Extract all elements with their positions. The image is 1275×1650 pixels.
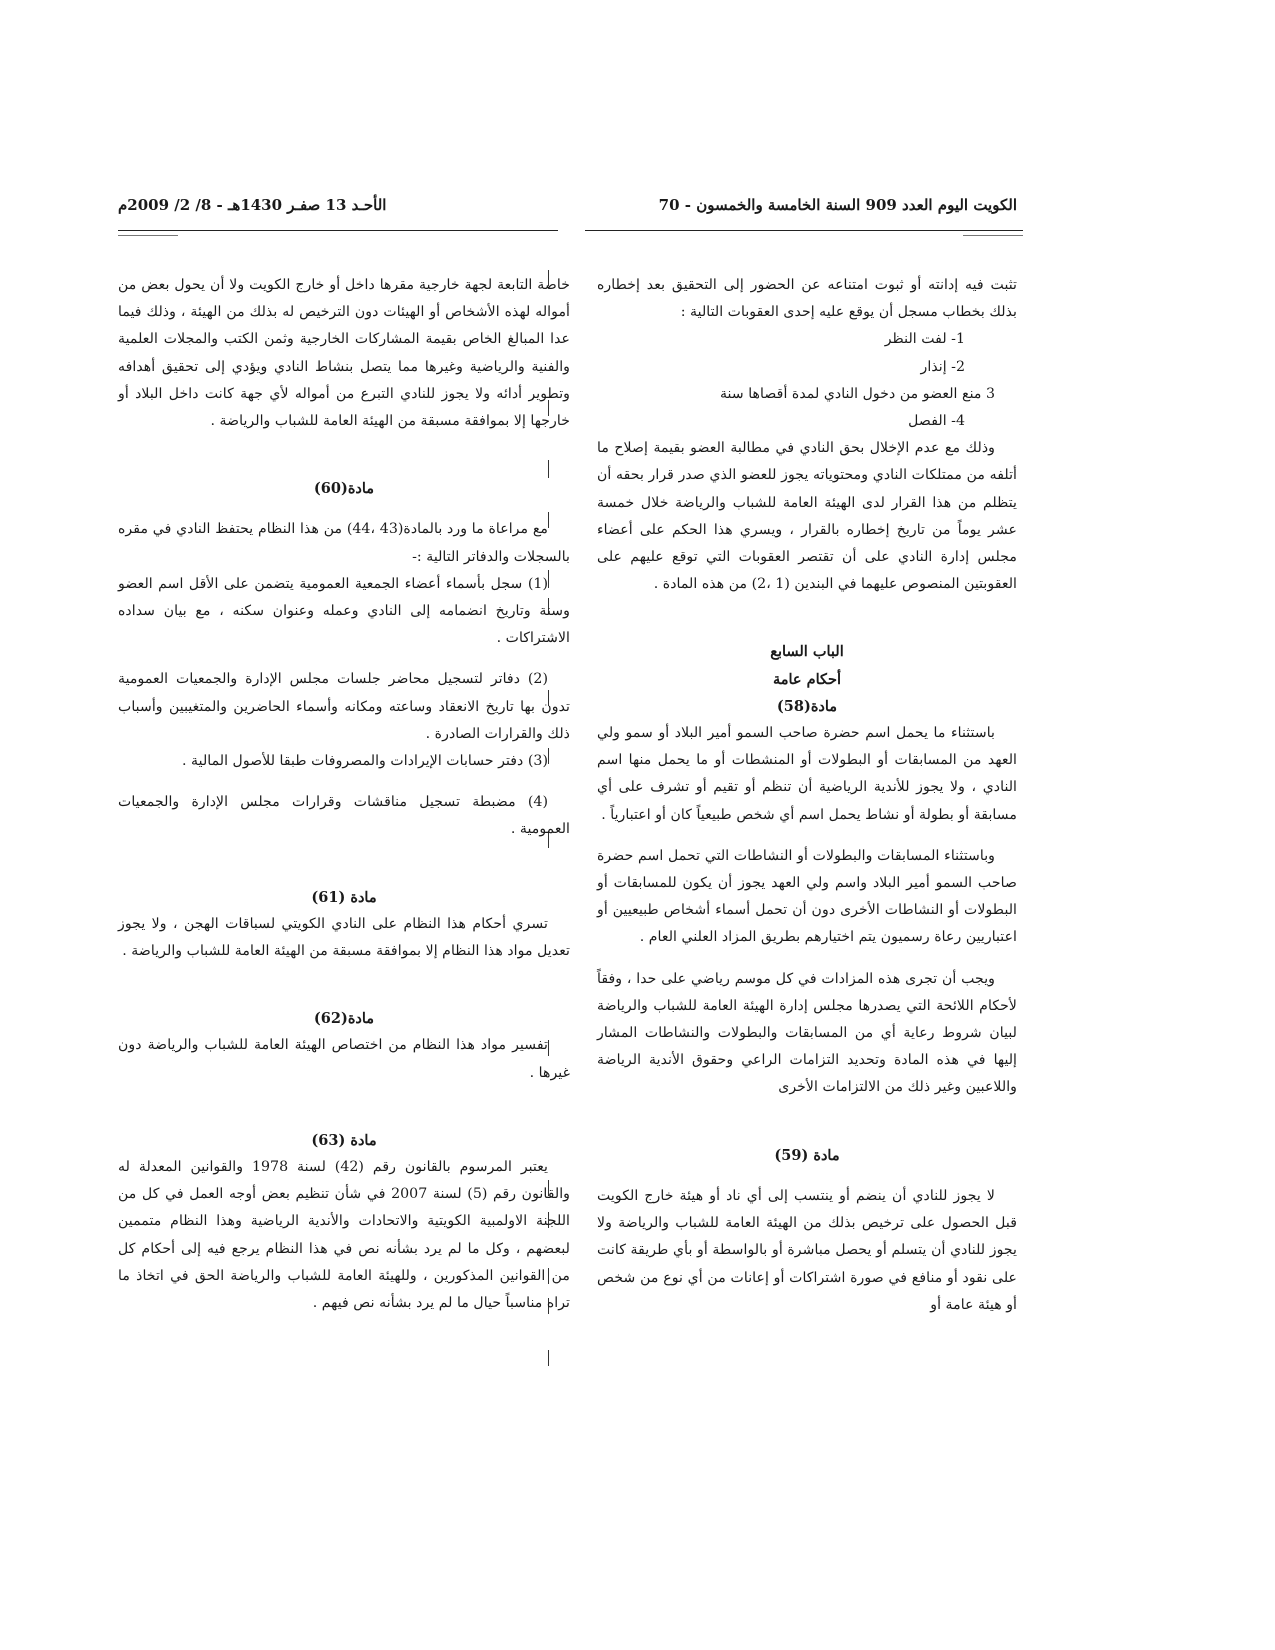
body-paragraph: وذلك مع عدم الإخلال بحق النادي في مطالبة العضو بقيمة إصلاح ما أتلفه من ممتلكات النادي ومحتوياته يجوز للعضو الذي صدر قرار بحقه أن يتظلم من هذا القرار لدى الهيئة العامة للشباب والرياضة خلال خمسة عشر يوماً من تاريخ إخطاره بالقرار ، ويسري هذا الحكم على أعضاء مجلس إدارة النادي على أن تقتصر العقوبات التي توقع عليهم على العقوبتين المنصوص عليهما في البندين (1 ،2) من هذه المادة . [597, 440, 1017, 593]
header-rule-right [585, 230, 1023, 231]
left-column [118, 272, 570, 1317]
body-paragraph: لا يجوز للنادي أن ينضم أو ينتسب إلى أي ناد أو هيئة خارج الكويت قبل الحصول على ترخيص بذلك من الهيئة العامة للشباب والرياضة ولا يجوز للنادي أن يتسلم أو يحصل مباشرة أو بالواسطة أو بأي طريقة كانت على نقود أو منافع في صورة اشتراكات أو إعانات من أي نوع من شخص أو هيئة عامة أو [597, 1187, 1017, 1313]
header-subrule-left [118, 235, 178, 236]
article-title: مادة (61) [311, 888, 377, 906]
body-paragraph: ويجب أن تجرى هذه المزادات في كل موسم رياضي على حدا ، وفقاً لأحكام اللائحة التي يصدرها مجلس إدارة الهيئة العامة للشباب والرياضة لبيان شروط رعاية أي من المسابقات والبطولات والنشاطات المشار إليها في هذه المادة وتحديد التزامات الراعي وحقوق الأندية الرياضة واللاعبين وغير ذلك من الالتزامات الأخرى [597, 970, 1017, 1096]
margin-bar [548, 1350, 549, 1366]
article-title: مادة (59) [774, 1146, 840, 1164]
body-paragraph: مع مراعاة ما ورد بالمادة(43 ،44) من هذا النظام يحتفظ النادي في مقره بالسجلات والدفاتر التالية :- [118, 521, 570, 565]
header-subrule-right [963, 235, 1023, 236]
body-paragraph: باستثناء ما يحمل اسم حضرة صاحب السمو أمير البلاد أو سمو ولي العهد من المسابقات أو البطولات أو المنشطات أو ما يحمل منها اسم النادي ، ولا يجوز للأندية الرياضية أن تنظم أو تقيم أو تشرف على أي مسابقة أو بطولة أو نشاط يحمل اسم أي شخص طبيعياً كان أو اعتبارياً . [597, 725, 1017, 823]
chapter-title: الباب السابع [770, 643, 844, 661]
article-title: مادة (63) [311, 1131, 377, 1149]
continued-paragraph: تثبت فيه إدانته أو ثبوت امتناعه عن الحضور إلى التحقيق بعد إخطاره بذلك بخطاب مسجل أن يوقع عليه إحدى العقوبات التالية : [597, 277, 1017, 321]
article-title: مادة(60) [313, 480, 375, 498]
continued-paragraph: خاصة التابعة لجهة خارجية مقرها داخل أو خارج الكويت ولا أن يحول بعض من أمواله لهذه الأشخاص أو الهيئات دون الترخيص له بذلك من الهيئة ، وذلك فيما عدا المبالغ الخاص بقيمة المشاركات الخارجية وثمن الكتب والمجلات العلمية والفنية والرياضية وغيرها مما يتصل بنشاط النادي ويؤدي إلى تحقيق أهدافه وتطوير أدائه ولا يجوز للنادي التبرع من أمواله لأي جهة كانت داخل البلاد أو خارجها إلا بموافقة مسبقة من الهيئة العامة للشباب والرياضة . [118, 277, 570, 430]
body-paragraph: تفسير مواد هذا النظام من اختصاص الهيئة العامة للشباب والرياضة دون غيرها . [118, 1037, 570, 1081]
penalty-item: 2- إنذار [920, 358, 965, 375]
register-item: (1) سجل بأسماء أعضاء الجمعية العمومية يتضمن على الأقل اسم العضو وسنة وتاريخ انضمامه إلى النادي وعمله وعنوان سكنه ، مع بيان سداده الاشتراكات . [118, 575, 570, 647]
header-date: الأحـد 13 صفـر 1430هـ - 8/ 2/ 2009م [118, 196, 387, 214]
body-paragraph: تسري أحكام هذا النظام على النادي الكويتي لسباقات الهجن ، ولا يجوز تعديل مواد هذا النظام إلا بموافقة مسبقة من الهيئة العامة للشباب والرياضة . [118, 915, 570, 960]
body-paragraph: يعتبر المرسوم بالقانون رقم (42) لسنة 1978 والقوانين المعدلة له والقانون رقم (5) لسنة 2007 في شأن تنظيم بعض أوجه العمل في كل من اللجنة الاولمبية الكويتية والاتحادات والأندية الرياضية وهذا النظام متممين لبعضهم ، وكل ما لم يرد بشأنه نص في هذا النظام يرجع فيه إلى أحكام كل من القوانين المذكورين ، وللهيئة العامة للشباب والرياضة الحق في اتخاذ ما تراه مناسباً حيال ما لم يرد بشأنه نص فيهم . [118, 1159, 570, 1312]
body-paragraph: وباستثناء المسابقات والبطولات أو النشاطات التي تحمل اسم حضرة صاحب السمو أمير البلاد واسم ولي العهد يجوز أن يكون للمسابقات أو البطولات أو النشاطات الأخرى دون أن تحمل أسماء أشخاص طبيعيين أو اعتباريين رعاة رسميون يتم اختيارهم بطريق المزاد العلني العام . [597, 847, 1017, 946]
article-title: مادة(62) [313, 1010, 375, 1028]
article-title: مادة(58) [776, 697, 838, 715]
header-rule-left [118, 230, 558, 231]
register-item: (3) دفتر حسابات الإيرادات والمصروفات طبقا للأصول المالية . [182, 753, 548, 770]
chapter-subtitle: أحكام عامة [772, 670, 842, 688]
penalty-item: 1- لفت النظر [884, 331, 965, 348]
header-issue-info: الكويت اليوم العدد 909 السنة الخامسة والخمسون - 70 [658, 196, 1017, 214]
right-column [597, 272, 1017, 1319]
penalty-item: 4- الفصل [908, 413, 965, 430]
register-item: (4) مضبطة تسجيل مناقشات وقرارات مجلس الإدارة والجمعيات العمومية . [118, 794, 570, 838]
register-item: (2) دفاتر لتسجيل محاضر جلسات مجلس الإدارة والجمعيات العمومية تدون بها تاريخ الانعقاد وساعته ومكانه وأسماء الحاضرين والمتغيبين وأسباب ذلك والقرارات الصادرة . [118, 671, 570, 742]
penalty-item: 3 منع العضو من دخول النادي لمدة أقصاها سنة [719, 385, 995, 402]
